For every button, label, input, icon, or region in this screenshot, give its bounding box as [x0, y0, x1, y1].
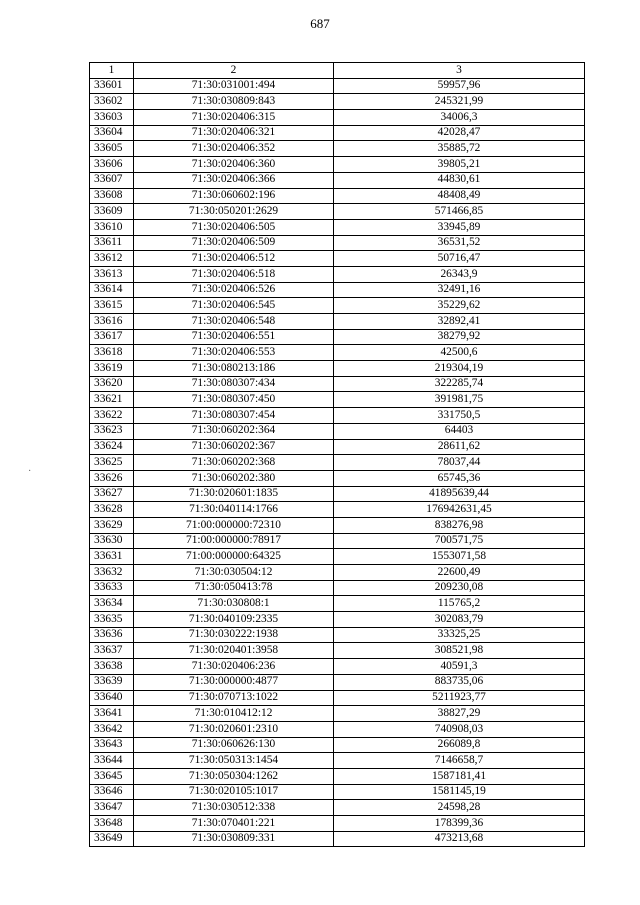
table-row	[90, 800, 585, 816]
cadastral-number-cell: 71:30:030504:12	[134, 565, 334, 581]
value-cell: 473213,68	[334, 831, 585, 847]
value-cell: 178399,36	[334, 816, 585, 832]
value-cell: 42500,6	[334, 345, 585, 361]
cadastral-number-cell: 71:00:000000:72310	[134, 517, 334, 533]
value-cell: 28611,62	[334, 439, 585, 455]
table-row	[90, 392, 585, 408]
cadastral-number-cell: 71:30:050313:1454	[134, 753, 334, 769]
registry-table	[89, 62, 585, 847]
cadastral-number-cell: 71:30:020601:2310	[134, 721, 334, 737]
value-cell: 209230,08	[334, 580, 585, 596]
table-row	[90, 188, 585, 204]
row-number-cell: 33648	[90, 816, 134, 832]
row-number-cell: 33613	[90, 266, 134, 282]
value-cell: 883735,06	[334, 674, 585, 690]
value-cell: 78037,44	[334, 455, 585, 471]
cadastral-number-cell: 71:30:060602:196	[134, 188, 334, 204]
cadastral-number-cell: 71:30:080307:450	[134, 392, 334, 408]
cadastral-number-cell: 71:30:070401:221	[134, 816, 334, 832]
row-number-cell: 33636	[90, 627, 134, 643]
cadastral-number-cell: 71:30:020406:518	[134, 266, 334, 282]
column-header-number: 1	[90, 63, 134, 79]
value-cell: 266089,8	[334, 737, 585, 753]
value-cell: 33945,89	[334, 219, 585, 235]
value-cell: 245321,99	[334, 94, 585, 110]
value-cell: 64403	[334, 423, 585, 439]
value-cell: 308521,98	[334, 643, 585, 659]
cadastral-number-cell: 71:30:020406:526	[134, 282, 334, 298]
row-number-cell: 33642	[90, 721, 134, 737]
table-row	[90, 439, 585, 455]
column-header-value: 3	[334, 63, 585, 79]
cadastral-number-cell: 71:30:070713:1022	[134, 690, 334, 706]
cadastral-number-cell: 71:30:020401:3958	[134, 643, 334, 659]
row-number-cell: 33629	[90, 517, 134, 533]
table-row	[90, 345, 585, 361]
cadastral-number-cell: 71:30:060202:380	[134, 470, 334, 486]
cadastral-number-cell: 71:30:030809:331	[134, 831, 334, 847]
cadastral-number-cell: 71:30:060202:368	[134, 455, 334, 471]
value-cell: 331750,5	[334, 408, 585, 424]
value-cell: 391981,75	[334, 392, 585, 408]
row-number-cell: 33606	[90, 157, 134, 173]
cadastral-number-cell: 71:30:020105:1017	[134, 784, 334, 800]
cadastral-number-cell: 71:30:010412:12	[134, 706, 334, 722]
value-cell: 41895639,44	[334, 486, 585, 502]
cadastral-number-cell: 71:30:020406:315	[134, 110, 334, 126]
row-number-cell: 33607	[90, 172, 134, 188]
row-number-cell: 33634	[90, 596, 134, 612]
table-row	[90, 94, 585, 110]
table-row	[90, 172, 585, 188]
cadastral-number-cell: 71:30:080307:454	[134, 408, 334, 424]
table-row	[90, 674, 585, 690]
header-row	[90, 63, 585, 79]
value-cell: 59957,96	[334, 78, 585, 94]
value-cell: 44830,61	[334, 172, 585, 188]
row-number-cell: 33637	[90, 643, 134, 659]
row-number-cell: 33640	[90, 690, 134, 706]
value-cell: 38827,29	[334, 706, 585, 722]
cadastral-number-cell: 71:30:040114:1766	[134, 502, 334, 518]
value-cell: 115765,2	[334, 596, 585, 612]
row-number-cell: 33627	[90, 486, 134, 502]
cadastral-number-cell: 71:30:020406:505	[134, 219, 334, 235]
value-cell: 34006,3	[334, 110, 585, 126]
value-cell: 32892,41	[334, 314, 585, 330]
cadastral-number-cell: 71:30:050413:78	[134, 580, 334, 596]
table-row	[90, 816, 585, 832]
value-cell: 302083,79	[334, 612, 585, 628]
margin-mark: ·	[28, 466, 32, 477]
row-number-cell: 33602	[90, 94, 134, 110]
table-row	[90, 329, 585, 345]
row-number-cell: 33647	[90, 800, 134, 816]
row-number-cell: 33646	[90, 784, 134, 800]
value-cell: 1581145,19	[334, 784, 585, 800]
cadastral-number-cell: 71:00:000000:64325	[134, 549, 334, 565]
table-row	[90, 612, 585, 628]
table-row	[90, 533, 585, 549]
row-number-cell: 33631	[90, 549, 134, 565]
table-row	[90, 298, 585, 314]
value-cell: 39805,21	[334, 157, 585, 173]
cadastral-number-cell: 71:30:020406:553	[134, 345, 334, 361]
value-cell: 35229,62	[334, 298, 585, 314]
row-number-cell: 33632	[90, 565, 134, 581]
value-cell: 176942631,45	[334, 502, 585, 518]
cadastral-number-cell: 71:30:020406:509	[134, 235, 334, 251]
row-number-cell: 33610	[90, 219, 134, 235]
value-cell: 40591,3	[334, 659, 585, 675]
table-row	[90, 753, 585, 769]
row-number-cell: 33630	[90, 533, 134, 549]
row-number-cell: 33617	[90, 329, 134, 345]
row-number-cell: 33644	[90, 753, 134, 769]
row-number-cell: 33622	[90, 408, 134, 424]
row-number-cell: 33605	[90, 141, 134, 157]
value-cell: 22600,49	[334, 565, 585, 581]
cadastral-number-cell: 71:30:020406:236	[134, 659, 334, 675]
table-row	[90, 768, 585, 784]
table-row	[90, 627, 585, 643]
row-number-cell: 33639	[90, 674, 134, 690]
cadastral-number-cell: 71:30:020406:321	[134, 125, 334, 141]
table-row	[90, 565, 585, 581]
row-number-cell: 33616	[90, 314, 134, 330]
value-cell: 65745,36	[334, 470, 585, 486]
cadastral-number-cell: 71:30:031001:494	[134, 78, 334, 94]
table-row	[90, 596, 585, 612]
cadastral-number-cell: 71:30:020406:548	[134, 314, 334, 330]
row-number-cell: 33625	[90, 455, 134, 471]
column-header-cadastral: 2	[134, 63, 334, 79]
cadastral-number-cell: 71:30:030512:338	[134, 800, 334, 816]
cadastral-number-cell: 71:00:000000:78917	[134, 533, 334, 549]
cadastral-number-cell: 71:30:030809:843	[134, 94, 334, 110]
table-row	[90, 549, 585, 565]
row-number-cell: 33621	[90, 392, 134, 408]
value-cell: 740908,03	[334, 721, 585, 737]
cadastral-number-cell: 71:30:080213:186	[134, 361, 334, 377]
row-number-cell: 33609	[90, 204, 134, 220]
table-row	[90, 455, 585, 471]
cadastral-number-cell: 71:30:000000:4877	[134, 674, 334, 690]
value-cell: 36531,52	[334, 235, 585, 251]
table-row	[90, 690, 585, 706]
cadastral-number-cell: 71:30:020406:360	[134, 157, 334, 173]
table-header	[90, 63, 585, 79]
value-cell: 1553071,58	[334, 549, 585, 565]
table-row	[90, 78, 585, 94]
value-cell: 42028,47	[334, 125, 585, 141]
table-row	[90, 408, 585, 424]
page-number: 687	[310, 16, 330, 31]
row-number-cell: 33603	[90, 110, 134, 126]
row-number-cell: 33635	[90, 612, 134, 628]
table-row	[90, 314, 585, 330]
row-number-cell: 33619	[90, 361, 134, 377]
cadastral-number-cell: 71:30:020406:366	[134, 172, 334, 188]
value-cell: 24598,28	[334, 800, 585, 816]
cadastral-number-cell: 71:30:020406:545	[134, 298, 334, 314]
table-row	[90, 502, 585, 518]
row-number-cell: 33615	[90, 298, 134, 314]
row-number-cell: 33643	[90, 737, 134, 753]
row-number-cell: 33611	[90, 235, 134, 251]
row-number-cell: 33624	[90, 439, 134, 455]
table-body	[90, 78, 585, 847]
cadastral-number-cell: 71:30:060626:130	[134, 737, 334, 753]
cadastral-number-cell: 71:30:020406:551	[134, 329, 334, 345]
value-cell: 571466,85	[334, 204, 585, 220]
row-number-cell: 33618	[90, 345, 134, 361]
value-cell: 838276,98	[334, 517, 585, 533]
table-row	[90, 517, 585, 533]
value-cell: 26343,9	[334, 266, 585, 282]
cadastral-number-cell: 71:30:020406:512	[134, 251, 334, 267]
row-number-cell: 33633	[90, 580, 134, 596]
row-number-cell: 33608	[90, 188, 134, 204]
table-row	[90, 737, 585, 753]
table-row	[90, 831, 585, 847]
value-cell: 5211923,77	[334, 690, 585, 706]
cadastral-number-cell: 71:30:020601:1835	[134, 486, 334, 502]
cadastral-number-cell: 71:30:020406:352	[134, 141, 334, 157]
table-row	[90, 110, 585, 126]
row-number-cell: 33601	[90, 78, 134, 94]
table-row	[90, 235, 585, 251]
value-cell: 38279,92	[334, 329, 585, 345]
value-cell: 48408,49	[334, 188, 585, 204]
cadastral-number-cell: 71:30:050304:1262	[134, 768, 334, 784]
row-number-cell: 33645	[90, 768, 134, 784]
value-cell: 219304,19	[334, 361, 585, 377]
value-cell: 32491,16	[334, 282, 585, 298]
cadastral-number-cell: 71:30:080307:434	[134, 376, 334, 392]
table-row	[90, 706, 585, 722]
cadastral-number-cell: 71:30:030808:1	[134, 596, 334, 612]
table-row	[90, 141, 585, 157]
row-number-cell: 33612	[90, 251, 134, 267]
row-number-cell: 33638	[90, 659, 134, 675]
row-number-cell: 33626	[90, 470, 134, 486]
row-number-cell: 33620	[90, 376, 134, 392]
cadastral-number-cell: 71:30:060202:367	[134, 439, 334, 455]
table-row	[90, 157, 585, 173]
table-row	[90, 470, 585, 486]
row-number-cell: 33641	[90, 706, 134, 722]
value-cell: 33325,25	[334, 627, 585, 643]
value-cell: 700571,75	[334, 533, 585, 549]
value-cell: 35885,72	[334, 141, 585, 157]
row-number-cell: 33614	[90, 282, 134, 298]
table-row	[90, 580, 585, 596]
value-cell: 1587181,41	[334, 768, 585, 784]
row-number-cell: 33604	[90, 125, 134, 141]
table-row	[90, 721, 585, 737]
cadastral-number-cell: 71:30:040109:2335	[134, 612, 334, 628]
table-row	[90, 204, 585, 220]
row-number-cell: 33628	[90, 502, 134, 518]
table-row	[90, 643, 585, 659]
table-row	[90, 219, 585, 235]
value-cell: 50716,47	[334, 251, 585, 267]
cadastral-number-cell: 71:30:060202:364	[134, 423, 334, 439]
row-number-cell: 33649	[90, 831, 134, 847]
table-row	[90, 486, 585, 502]
table-row	[90, 266, 585, 282]
cadastral-number-cell: 71:30:050201:2629	[134, 204, 334, 220]
value-cell: 7146658,7	[334, 753, 585, 769]
cadastral-number-cell: 71:30:030222:1938	[134, 627, 334, 643]
table-row	[90, 361, 585, 377]
table-row	[90, 784, 585, 800]
table-row	[90, 659, 585, 675]
table-row	[90, 376, 585, 392]
table-row	[90, 125, 585, 141]
table-row	[90, 251, 585, 267]
value-cell: 322285,74	[334, 376, 585, 392]
table-row	[90, 423, 585, 439]
table-row	[90, 282, 585, 298]
row-number-cell: 33623	[90, 423, 134, 439]
